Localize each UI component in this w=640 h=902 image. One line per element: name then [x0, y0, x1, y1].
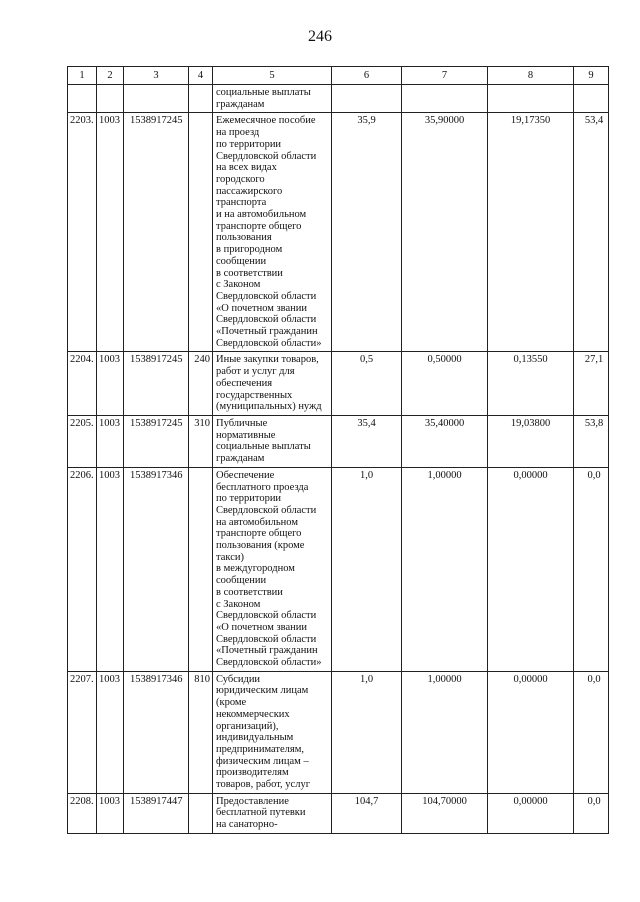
description-line: физическим лицам –: [216, 755, 309, 767]
description-line: транспорте общего: [216, 528, 302, 540]
section-code-cell: 1003: [97, 352, 124, 416]
description-cell: [213, 467, 332, 671]
target-article-cell: 1538917245: [124, 113, 189, 352]
amount-planned-cell: 35,4: [332, 415, 402, 467]
table-row: [68, 671, 609, 793]
description-line: (кроме: [216, 697, 247, 709]
description-line: на санаторно-: [216, 819, 278, 831]
description-line: Иные закупки товаров,: [216, 354, 319, 366]
amount-approved-cell: 1,00000: [402, 467, 488, 671]
target-article-cell: 1538917245: [124, 415, 189, 467]
description-line: Свердловской области»: [216, 657, 322, 669]
percent-executed-cell: 0,0: [574, 793, 609, 833]
column-header: 4: [189, 67, 213, 85]
column-header: 6: [332, 67, 402, 85]
table-row: [68, 467, 609, 671]
description-line: на всех видах: [216, 162, 277, 174]
description-line: нормативные: [216, 429, 276, 441]
description-line: Свердловской области: [216, 290, 317, 302]
description-line: пользования (кроме: [216, 540, 305, 552]
section-code-cell: 1003: [97, 415, 124, 467]
description-line: в соответствии: [216, 586, 283, 598]
description-line: сообщении: [216, 255, 267, 267]
description-line: с Законом: [216, 598, 261, 610]
target-article-cell: [124, 85, 189, 113]
amount-approved-cell: 35,40000: [402, 415, 488, 467]
description-line: Свердловской области: [216, 633, 317, 645]
amount-planned-cell: 0,5: [332, 352, 402, 416]
amount-executed-cell: 0,00000: [488, 793, 574, 833]
description-line: (муниципальных) нужд: [216, 401, 322, 413]
page-number: 246: [308, 28, 332, 45]
target-article-cell: 1538917447: [124, 793, 189, 833]
description-line: по территории: [216, 138, 282, 150]
expense-type-cell: 240: [189, 352, 213, 416]
description-line: «Почетный гражданин: [216, 645, 318, 657]
description-line: гражданам: [216, 98, 265, 110]
table-row: [68, 113, 609, 352]
section-code-cell: 1003: [97, 467, 124, 671]
description-line: по территории: [216, 493, 282, 505]
percent-executed-cell: 0,0: [574, 671, 609, 793]
row-number-cell: 2207.: [68, 671, 97, 793]
description-line: такси): [216, 551, 244, 563]
description-line: работ и услуг для: [216, 366, 295, 378]
description-line: Субсидии: [216, 673, 261, 685]
description-line: в междугородном: [216, 563, 295, 575]
amount-executed-cell: 0,00000: [488, 467, 574, 671]
description-line: транспорта: [216, 197, 267, 209]
description-line: на автомобильном: [216, 516, 298, 528]
target-article-cell: 1538917346: [124, 671, 189, 793]
column-header: 9: [574, 67, 609, 85]
column-header: 1: [68, 67, 97, 85]
description-line: гражданам: [216, 453, 265, 465]
amount-planned-cell: [332, 85, 402, 113]
description-line: Свердловской области: [216, 314, 317, 326]
description-line: в соответствии: [216, 267, 283, 279]
amount-executed-cell: 0,13550: [488, 352, 574, 416]
amount-approved-cell: 35,90000: [402, 113, 488, 352]
table-body: [68, 85, 609, 834]
column-header: 5: [213, 67, 332, 85]
section-code-cell: [97, 85, 124, 113]
amount-approved-cell: 1,00000: [402, 671, 488, 793]
description-line: «О почетном звании: [216, 302, 308, 314]
description-line: «Почетный гражданин: [216, 326, 318, 338]
row-number-cell: 2206.: [68, 467, 97, 671]
amount-approved-cell: [402, 85, 488, 113]
description-line: бесплатной путевки: [216, 807, 306, 819]
description-cell: [213, 415, 332, 467]
target-article-cell: 1538917346: [124, 467, 189, 671]
expense-type-cell: [189, 793, 213, 833]
budget-table: [67, 66, 609, 834]
description-line: на проезд: [216, 127, 260, 139]
row-number-cell: 2204.: [68, 352, 97, 416]
row-number-cell: 2208.: [68, 793, 97, 833]
amount-executed-cell: 19,17350: [488, 113, 574, 352]
section-code-cell: 1003: [97, 671, 124, 793]
description-line: Свердловской области: [216, 504, 317, 516]
table-row: [68, 85, 609, 113]
description-line: Публичные: [216, 417, 268, 429]
percent-executed-cell: 53,8: [574, 415, 609, 467]
description-line: индивидуальным: [216, 732, 294, 744]
description-line: городского: [216, 173, 265, 185]
description-cell: [213, 671, 332, 793]
expense-type-cell: [189, 113, 213, 352]
amount-planned-cell: 1,0: [332, 671, 402, 793]
description-line: пассажирского: [216, 185, 283, 197]
amount-executed-cell: 0,00000: [488, 671, 574, 793]
amount-executed-cell: [488, 85, 574, 113]
expense-type-cell: 810: [189, 671, 213, 793]
description-line: товаров, работ, услуг: [216, 779, 311, 791]
amount-planned-cell: 35,9: [332, 113, 402, 352]
description-line: сообщении: [216, 575, 267, 587]
description-line: Свердловской области: [216, 610, 317, 622]
table-row: [68, 352, 609, 416]
column-header: 7: [402, 67, 488, 85]
percent-executed-cell: 53,4: [574, 113, 609, 352]
description-cell: [213, 352, 332, 416]
percent-executed-cell: 27,1: [574, 352, 609, 416]
description-line: государственных: [216, 389, 293, 401]
description-line: некоммерческих: [216, 708, 290, 720]
description-line: «О почетном звании: [216, 621, 308, 633]
description-line: предпринимателям,: [216, 743, 305, 755]
percent-executed-cell: 0,0: [574, 467, 609, 671]
amount-approved-cell: 104,70000: [402, 793, 488, 833]
description-cell: [213, 85, 332, 113]
header-row: [68, 67, 609, 85]
table-row: [68, 415, 609, 467]
table-header: [68, 67, 609, 85]
target-article-cell: 1538917245: [124, 352, 189, 416]
description-line: Свердловской области»: [216, 337, 322, 349]
description-cell: [213, 793, 332, 833]
description-cell: [213, 113, 332, 352]
row-number-cell: 2205.: [68, 415, 97, 467]
description-line: в пригородном: [216, 244, 283, 256]
description-line: Предоставление: [216, 795, 289, 807]
row-number-cell: [68, 85, 97, 113]
description-line: Обеспечение: [216, 469, 275, 481]
description-line: производителям: [216, 767, 289, 779]
description-line: Свердловской области: [216, 150, 317, 162]
section-code-cell: 1003: [97, 793, 124, 833]
description-line: с Законом: [216, 279, 261, 291]
percent-executed-cell: [574, 85, 609, 113]
description-line: транспорте общего: [216, 220, 302, 232]
description-line: обеспечения: [216, 377, 273, 389]
description-line: юридическим лицам: [216, 685, 309, 697]
row-number-cell: 2203.: [68, 113, 97, 352]
amount-planned-cell: 104,7: [332, 793, 402, 833]
section-code-cell: 1003: [97, 113, 124, 352]
description-line: социальные выплаты: [216, 441, 311, 453]
amount-planned-cell: 1,0: [332, 467, 402, 671]
description-line: бесплатного проезда: [216, 481, 309, 493]
amount-approved-cell: 0,50000: [402, 352, 488, 416]
table-row: [68, 793, 609, 833]
description-line: организаций),: [216, 720, 279, 732]
expense-type-cell: [189, 467, 213, 671]
column-header: 3: [124, 67, 189, 85]
amount-executed-cell: 19,03800: [488, 415, 574, 467]
description-line: пользования: [216, 232, 272, 244]
description-line: социальные выплаты: [216, 87, 311, 98]
expense-type-cell: 310: [189, 415, 213, 467]
column-header: 2: [97, 67, 124, 85]
column-header: 8: [488, 67, 574, 85]
description-line: Ежемесячное пособие: [216, 115, 316, 127]
expense-type-cell: [189, 85, 213, 113]
description-line: и на автомобильном: [216, 209, 307, 221]
